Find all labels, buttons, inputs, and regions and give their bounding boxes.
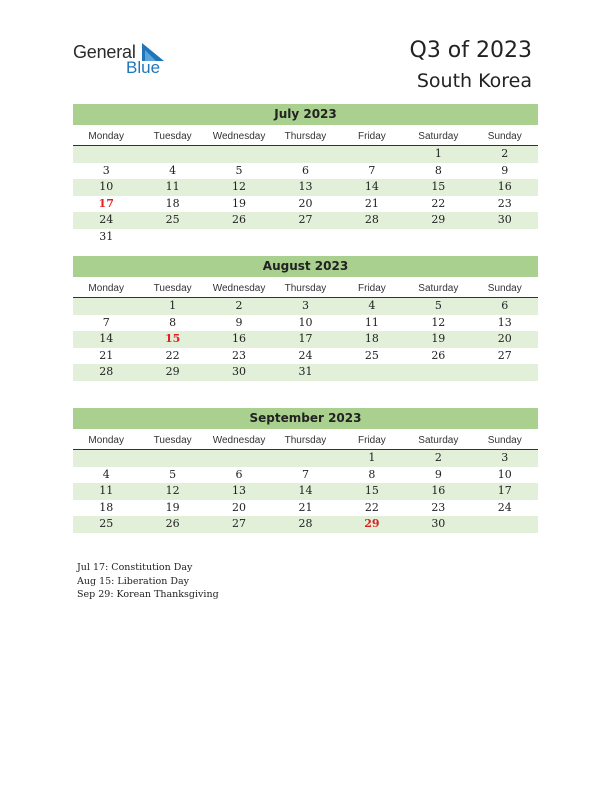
- weekday-label: Thursday: [284, 131, 327, 142]
- day-cell: 16: [431, 484, 446, 497]
- month-september: [73, 408, 538, 533]
- day-cell: 8: [434, 163, 442, 177]
- day-cell: 15: [431, 180, 446, 193]
- week-row: [73, 483, 538, 500]
- week-row: [73, 196, 538, 213]
- weekday-label: Monday: [88, 435, 124, 446]
- day-cell: 28: [364, 213, 379, 226]
- weekday-header-row: [73, 128, 538, 146]
- week-row: [73, 229, 538, 246]
- day-cell: 14: [364, 180, 379, 193]
- day-cell: 30: [431, 517, 446, 530]
- week-row: [73, 516, 538, 533]
- weekday-label: Monday: [88, 131, 124, 142]
- day-cell: 27: [497, 348, 512, 362]
- day-cell: 19: [431, 332, 446, 345]
- day-cell: 15: [364, 484, 379, 497]
- weekday-label: Saturday: [418, 283, 459, 294]
- day-cell: 9: [501, 163, 509, 177]
- day-cell: 18: [364, 332, 379, 345]
- day-cell: 1: [368, 451, 376, 464]
- day-cell: 25: [364, 348, 379, 362]
- weekday-label: Sunday: [487, 131, 522, 142]
- day-cell: 4: [169, 163, 177, 177]
- day-cell: 31: [99, 229, 114, 243]
- day-cell: 22: [165, 348, 180, 362]
- week-row: [73, 179, 538, 196]
- day-cell: 18: [99, 500, 114, 514]
- day-cell: 5: [169, 467, 177, 481]
- day-cell: 9: [235, 315, 243, 329]
- month-header: September 2023: [73, 408, 538, 429]
- logo-text-blue: Blue: [126, 58, 161, 77]
- holiday-notes: [77, 561, 219, 602]
- day-cell: 1: [434, 147, 442, 160]
- day-cell: 28: [99, 365, 114, 378]
- day-cell: 12: [431, 315, 446, 329]
- day-cell: 16: [232, 332, 247, 345]
- day-cell: 30: [497, 213, 512, 226]
- day-cell: 14: [99, 332, 114, 345]
- day-cell: 4: [368, 299, 376, 312]
- week-row: [73, 146, 538, 163]
- month-august: [73, 256, 538, 381]
- weekday-label: Friday: [358, 435, 386, 446]
- weekday-label: Tuesday: [153, 435, 192, 446]
- day-cell: 20: [232, 500, 247, 514]
- weekday-label: Sunday: [487, 283, 522, 294]
- weekday-label: Wednesday: [212, 131, 266, 142]
- day-cell: [139, 229, 205, 246]
- weekday-header-row: [73, 432, 538, 450]
- day-cell: 25: [99, 517, 114, 530]
- day-cell: 12: [232, 180, 247, 193]
- day-cell: [339, 146, 405, 163]
- day-cell: 20: [497, 332, 512, 345]
- day-cell: 8: [368, 467, 376, 481]
- holiday-day-cell: 17: [98, 196, 114, 210]
- day-cell: 13: [298, 180, 313, 193]
- weekday-label: Tuesday: [153, 131, 192, 142]
- day-cell: 8: [169, 315, 177, 329]
- day-cell: 19: [165, 500, 180, 514]
- day-cell: 9: [434, 467, 442, 481]
- week-row: [73, 315, 538, 332]
- day-cell: 24: [497, 500, 512, 514]
- day-cell: 25: [165, 213, 180, 226]
- day-cell: 2: [235, 299, 243, 312]
- day-cell: 1: [169, 299, 177, 312]
- day-cell: 6: [501, 299, 509, 312]
- page-title: Q3 of 2023: [409, 38, 532, 63]
- day-cell: 2: [434, 451, 442, 464]
- week-row: [73, 298, 538, 315]
- holiday-day-cell: 29: [364, 517, 380, 530]
- day-cell: 3: [102, 163, 110, 177]
- day-cell: 17: [298, 332, 313, 345]
- day-cell: 20: [298, 196, 313, 210]
- week-row: [73, 467, 538, 484]
- day-cell: 13: [497, 315, 512, 329]
- holiday-note: Jul 17: Constitution Day: [77, 562, 193, 573]
- holiday-note: Sep 29: Korean Thanksgiving: [77, 589, 219, 600]
- day-cell: 16: [497, 180, 512, 193]
- weekday-label: Friday: [358, 283, 386, 294]
- day-cell: 21: [364, 196, 379, 210]
- weekday-label: Saturday: [418, 435, 459, 446]
- day-cell: 23: [232, 348, 247, 362]
- day-cell: [139, 450, 205, 467]
- day-cell: 7: [102, 315, 110, 329]
- weekday-label: Thursday: [284, 435, 327, 446]
- day-cell: 2: [501, 147, 509, 160]
- day-cell: 26: [431, 348, 446, 362]
- day-cell: 24: [298, 348, 313, 362]
- weekday-label: Tuesday: [153, 283, 192, 294]
- week-row: [73, 500, 538, 517]
- day-cell: 29: [165, 365, 180, 378]
- day-cell: 7: [301, 467, 309, 481]
- day-cell: [206, 229, 272, 246]
- month-header: July 2023: [73, 104, 538, 125]
- day-cell: 3: [301, 299, 309, 312]
- day-cell: 11: [165, 180, 180, 193]
- general-blue-logo: [73, 42, 173, 78]
- day-cell: 17: [497, 484, 512, 497]
- day-cell: [339, 364, 405, 381]
- day-cell: [405, 364, 471, 381]
- day-cell: [206, 450, 272, 467]
- day-cell: 10: [99, 180, 114, 193]
- day-cell: 5: [235, 163, 243, 177]
- day-cell: 10: [298, 315, 313, 329]
- day-cell: 6: [301, 163, 309, 177]
- day-cell: 27: [298, 213, 313, 226]
- day-cell: 10: [497, 467, 512, 481]
- day-cell: 3: [501, 451, 509, 464]
- weekday-label: Saturday: [418, 131, 459, 142]
- day-cell: 27: [232, 517, 247, 530]
- day-cell: 14: [298, 484, 313, 497]
- day-cell: 22: [431, 196, 446, 210]
- day-cell: 30: [232, 365, 247, 378]
- day-cell: 11: [99, 484, 114, 497]
- day-cell: [206, 146, 272, 163]
- day-cell: 31: [298, 365, 313, 378]
- day-cell: [73, 450, 139, 467]
- day-cell: [472, 516, 538, 533]
- day-cell: 23: [497, 196, 512, 210]
- day-cell: 12: [165, 484, 180, 497]
- day-cell: [73, 146, 139, 163]
- holiday-note: Aug 15: Liberation Day: [77, 575, 190, 587]
- day-cell: [272, 229, 338, 246]
- day-cell: [73, 298, 139, 315]
- page-subtitle: South Korea: [416, 70, 532, 92]
- day-cell: 22: [364, 500, 379, 514]
- week-row: [73, 212, 538, 229]
- month-july: [73, 104, 538, 245]
- day-cell: [272, 450, 338, 467]
- week-row: [73, 348, 538, 365]
- day-cell: 4: [102, 467, 110, 481]
- day-cell: 11: [364, 315, 379, 329]
- day-cell: 13: [232, 484, 247, 497]
- day-cell: [405, 229, 471, 246]
- week-row: [73, 331, 538, 348]
- weekday-label: Monday: [88, 283, 124, 294]
- day-cell: [272, 146, 338, 163]
- week-row: [73, 163, 538, 180]
- weekday-label: Friday: [358, 131, 386, 142]
- day-cell: 26: [165, 517, 180, 530]
- day-cell: 6: [235, 467, 243, 481]
- month-header: August 2023: [73, 256, 538, 277]
- day-cell: [339, 229, 405, 246]
- weekday-label: Wednesday: [212, 435, 266, 446]
- day-cell: [139, 146, 205, 163]
- day-cell: 19: [232, 196, 247, 210]
- day-cell: 23: [431, 500, 446, 514]
- day-cell: 18: [165, 196, 180, 210]
- day-cell: 21: [99, 348, 114, 362]
- day-cell: [472, 364, 538, 381]
- day-cell: [472, 229, 538, 246]
- holiday-day-cell: 15: [164, 332, 181, 345]
- weekday-header-row: [73, 280, 538, 298]
- day-cell: 5: [434, 299, 442, 312]
- weekday-label: Sunday: [487, 435, 522, 446]
- day-cell: 26: [232, 213, 247, 226]
- weekday-label: Wednesday: [212, 283, 266, 294]
- week-row: [73, 364, 538, 381]
- day-cell: 24: [99, 213, 114, 226]
- day-cell: 29: [431, 213, 446, 226]
- logo-text-general: General: [73, 42, 136, 62]
- day-cell: 7: [368, 163, 376, 177]
- day-cell: 28: [298, 517, 313, 530]
- week-row: [73, 450, 538, 467]
- day-cell: 21: [298, 500, 313, 514]
- weekday-label: Thursday: [284, 283, 327, 294]
